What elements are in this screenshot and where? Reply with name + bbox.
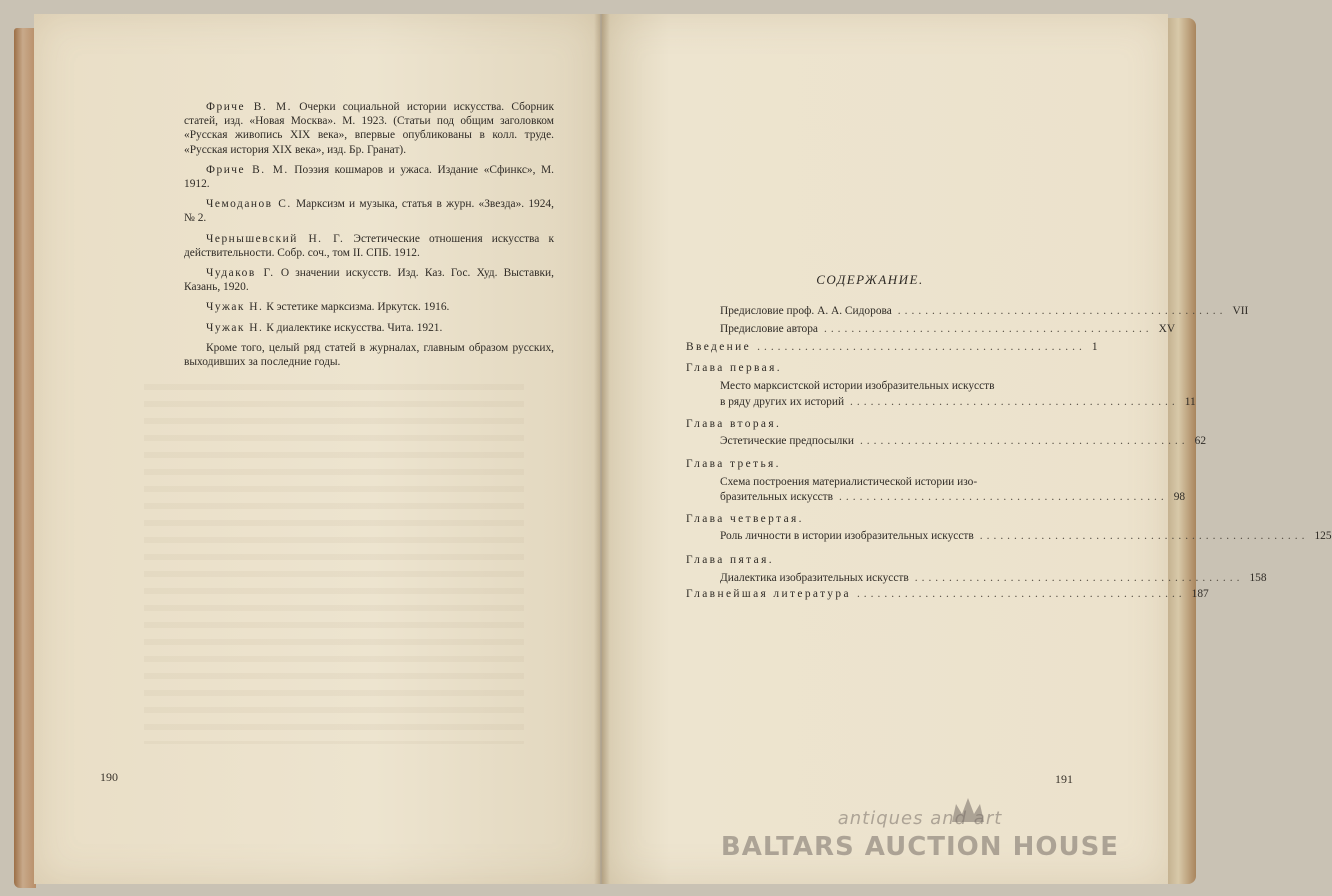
entry-author: Чернышевский Н. Г. [206,232,345,245]
page-number-right: 191 [1055,772,1073,786]
toc-entry-text: Главнейшая литература [686,588,851,600]
entry-text: К эстетике марксизма. Иркутск. 1916. [266,301,450,314]
entry-author: Чемоданов С. [206,198,292,211]
toc-leader-dots: ................................................ [897,305,1227,317]
toc-entry-text: Введение [686,341,752,353]
toc-entry [720,323,1176,335]
right-page [602,14,1168,884]
book-gutter [594,14,610,884]
toc-entry-text: Эстетические предпосылки [720,435,854,447]
toc-page-number: VII [1232,305,1249,317]
toc-chapter-heading: Глава четвертая. [686,513,804,525]
toc-entry-text: бразительных искусств [720,491,834,503]
toc-leader-dots: ................................................ [914,572,1244,584]
toc-chapter-heading: Глава пятая. [686,554,774,566]
bibliography-entry [184,197,554,225]
toc-entry [720,491,1186,503]
toc-leader-dots: ................................................ [850,396,1179,408]
auction-watermark [720,808,1120,878]
entry-author: Фриче В. М. [206,101,292,113]
toc-entry [720,530,1332,542]
bibliography-entry [184,100,554,157]
toc-chapter-heading: Глава вторая. [686,418,782,430]
watermark-tagline: antiques and art [837,808,1003,829]
toc-entry [720,572,1267,584]
toc-chapter-heading: Глава третья. [686,458,781,470]
bibliography-entry [184,232,554,260]
toc-page-number: 1 [1091,341,1098,353]
toc-entry-text: Место марксистской истории изобразительных искусств [720,380,995,392]
right-page-edge [1164,18,1196,884]
bibliography-entry [184,321,554,335]
toc-title: СОДЕРЖАНИЕ. [816,272,924,287]
entry-text: Марксизм и музыка, статья в журн. «Звезда». 1924, № 2. [184,198,554,225]
toc-entry [686,588,1209,600]
toc-page-number: XV [1158,323,1176,335]
closing-note: Кроме того, целый ряд статей в журналах, главным образом русских, выходивших за последние годы. [184,341,554,369]
entry-text: Поэзия кошмаров и ужаса. Издание «Сфинкс», М. 1912. [184,163,554,191]
toc-leader-dots: ................................................ [856,588,1186,600]
bibliography-list [184,100,554,375]
toc-leader-dots: ................................................ [757,341,1086,353]
toc-entry-text: в ряду других их историй [720,396,845,408]
show-through-text [144,384,524,744]
toc-page-number: 158 [1249,572,1267,584]
toc-entry [720,435,1207,447]
toc-entry-text: Диалектика изобразительных искусств [720,572,909,584]
toc-leader-dots: ................................................ [823,323,1153,335]
entry-author: Чужак Н. [206,301,264,314]
entry-text: Очерки социальной истории искусства. Сборник статей, изд. «Новая Москва». М. 1923. (Статьи под общим заголовком «Русская живопись XIX века», впервые опубликованы в колл. труде. «Русская история XIX века», изд. Бр. Гранат). [184,101,554,156]
toc-entry-text: Роль личности в истории изобразительных искусств [720,530,974,542]
toc-leader-dots: ................................................ [839,491,1168,503]
toc-entry-text: Схема построения материалистической истории изо- [720,476,978,488]
page-number-left: 190 [100,770,118,784]
toc-entry-text: Предисловие проф. А. А. Сидорова [720,305,892,317]
toc-entry-text: Предисловие автора [720,323,818,335]
toc-entry [686,341,1098,353]
toc-page-number: 187 [1191,588,1209,600]
entry-author: Чудаков Г. [206,267,275,280]
toc-entry [720,396,1196,408]
toc-leader-dots: ................................................ [979,530,1309,542]
entry-text: Эстетические отношения искусства к действительности. Собр. соч., том II. СПБ. 1912. [184,232,554,259]
open-book [14,14,1194,889]
entry-author: Чужак Н. [206,321,264,334]
left-page [34,14,600,884]
toc-page-number: 11 [1184,396,1196,408]
bibliography-entry [184,300,554,314]
entry-author: Фриче В. М. [206,163,289,176]
bibliography-entry [184,266,554,294]
watermark-name: BALTARS AUCTION HOUSE [720,832,1120,862]
toc-page-number: 98 [1173,491,1186,503]
toc-entry [720,305,1249,317]
entry-text: К диалектике искусства. Чита. 1921. [266,321,443,334]
left-page-edge [14,28,36,888]
bibliography-entry [184,163,554,191]
toc-chapter-heading: Глава первая. [686,362,783,374]
entry-text: О значении искусств. Изд. Каз. Гос. Худ. Выставки, Казань, 1920. [184,267,554,294]
toc-leader-dots: ................................................ [859,435,1189,447]
toc-page-number: 62 [1194,435,1207,447]
toc-page-number: 125 [1314,530,1332,542]
